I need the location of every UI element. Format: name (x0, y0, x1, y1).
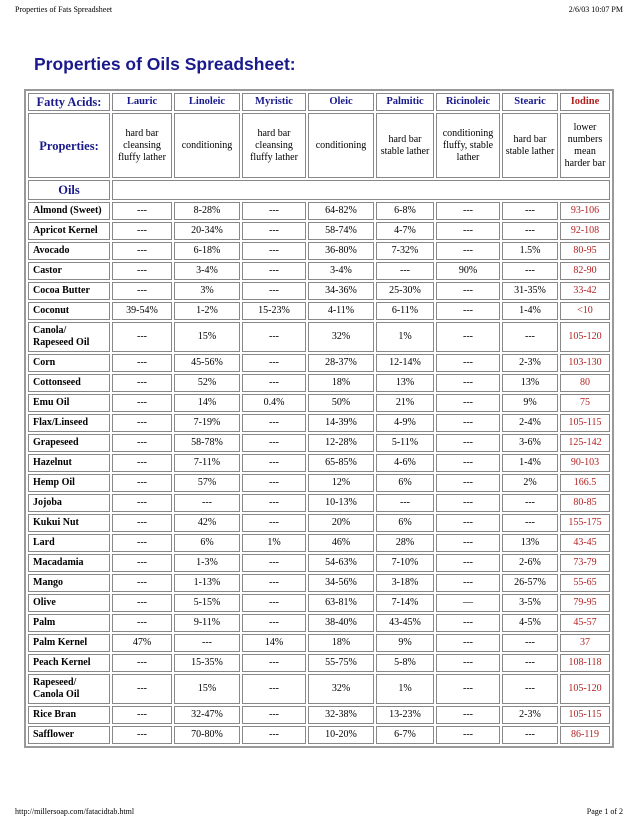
acid-value: --- (112, 394, 172, 412)
oil-name: Hazelnut (28, 454, 110, 472)
acid-value: 5-8% (376, 654, 434, 672)
acid-value: --- (112, 434, 172, 452)
acid-value: --- (242, 454, 306, 472)
property-cell: hard bar stable lather (502, 113, 558, 178)
oil-name: Hemp Oil (28, 474, 110, 492)
oil-row (28, 282, 610, 300)
acid-value: --- (436, 282, 500, 300)
acid-value: --- (242, 474, 306, 492)
oil-row (28, 202, 610, 220)
property-cell: conditioning fluffy, stable lather (436, 113, 500, 178)
acid-value: --- (242, 494, 306, 512)
acid-value: 32-47% (174, 706, 240, 724)
acid-value: 32% (308, 322, 374, 352)
acid-value: --- (436, 454, 500, 472)
oil-row (28, 726, 610, 744)
acid-value: 18% (308, 374, 374, 392)
iodine-value: 105-115 (560, 706, 610, 724)
acid-value: 0.4% (242, 394, 306, 412)
acid-value: 6% (376, 514, 434, 532)
oil-name: Macadamia (28, 554, 110, 572)
acid-value: 43-45% (376, 614, 434, 632)
acid-value: --- (174, 494, 240, 512)
acid-value: --- (242, 614, 306, 632)
oil-name: Palm (28, 614, 110, 632)
oil-name: Peach Kernel (28, 654, 110, 672)
oil-row (28, 674, 610, 704)
acid-value: 34-56% (308, 574, 374, 592)
acid-value: 3-4% (174, 262, 240, 280)
acid-value: --- (436, 674, 500, 704)
oil-row (28, 574, 610, 592)
acid-value: 2-4% (502, 414, 558, 432)
acid-value: 3-6% (502, 434, 558, 452)
acid-value: --- (376, 494, 434, 512)
oil-name: Olive (28, 594, 110, 612)
page-footer-url: http://millersoap.com/fatacidtab.html (15, 807, 135, 816)
acid-value: --- (436, 414, 500, 432)
acid-value: --- (436, 634, 500, 652)
oil-row (28, 322, 610, 352)
acid-value: --- (112, 374, 172, 392)
iodine-value: <10 (560, 302, 610, 320)
iodine-value: 103-130 (560, 354, 610, 372)
acid-value: 10-20% (308, 726, 374, 744)
oil-row (28, 222, 610, 240)
iodine-value: 105-120 (560, 674, 610, 704)
column-header-ricinoleic: Ricinoleic (436, 93, 500, 111)
acid-value: --- (436, 302, 500, 320)
oil-name: Apricot Kernel (28, 222, 110, 240)
oil-row (28, 654, 610, 672)
page-header-timestamp: 2/6/03 10:07 PM (568, 5, 623, 14)
acid-value: --- (502, 514, 558, 532)
acid-value: --- (436, 202, 500, 220)
acid-value: 15% (174, 322, 240, 352)
iodine-value: 105-120 (560, 322, 610, 352)
acid-value: --- (242, 354, 306, 372)
acid-value: --- (436, 614, 500, 632)
acid-value: --- (174, 634, 240, 652)
acid-value: 3% (174, 282, 240, 300)
acid-value: --- (242, 706, 306, 724)
acid-value: 14% (242, 634, 306, 652)
oil-name: Coconut (28, 302, 110, 320)
acid-value: 25-30% (376, 282, 434, 300)
acid-value: 14-39% (308, 414, 374, 432)
acid-value: 58-78% (174, 434, 240, 452)
oils-section-spacer (112, 180, 610, 200)
acid-value: --- (242, 262, 306, 280)
acid-value: 13% (502, 534, 558, 552)
acid-value: 47% (112, 634, 172, 652)
acid-value: 10-13% (308, 494, 374, 512)
acid-value: 6% (376, 474, 434, 492)
acid-value: 90% (436, 262, 500, 280)
iodine-value: 80-95 (560, 242, 610, 260)
iodine-value: 55-65 (560, 574, 610, 592)
acid-value: --- (436, 726, 500, 744)
iodine-value: 37 (560, 634, 610, 652)
oil-name: Jojoba (28, 494, 110, 512)
acid-value: 6-18% (174, 242, 240, 260)
column-header-lauric: Lauric (112, 93, 172, 111)
acid-value: 13% (502, 374, 558, 392)
properties-label: Properties: (28, 113, 110, 178)
acid-value: 57% (174, 474, 240, 492)
acid-value: 9% (502, 394, 558, 412)
oil-row (28, 454, 610, 472)
oil-row (28, 474, 610, 492)
iodine-value: 125-142 (560, 434, 610, 452)
acid-value: 2% (502, 474, 558, 492)
acid-value: --- (436, 514, 500, 532)
acid-value: 32-38% (308, 706, 374, 724)
acid-value: 9-11% (174, 614, 240, 632)
acid-value: 20% (308, 514, 374, 532)
acid-value: 58-74% (308, 222, 374, 240)
acid-value: 39-54% (112, 302, 172, 320)
acid-value: 42% (174, 514, 240, 532)
oil-row (28, 494, 610, 512)
oil-name: Lard (28, 534, 110, 552)
acid-value: 6-8% (376, 202, 434, 220)
acid-value: 21% (376, 394, 434, 412)
acid-value: 64-82% (308, 202, 374, 220)
oil-row (28, 514, 610, 532)
column-header-myristic: Myristic (242, 93, 306, 111)
acid-value: --- (112, 242, 172, 260)
acid-value: 15% (174, 674, 240, 704)
acid-value: 12-14% (376, 354, 434, 372)
acid-value: 1% (376, 322, 434, 352)
acid-value: --- (502, 494, 558, 512)
acid-value: --- (112, 554, 172, 572)
property-cell: lower numbers mean harder bar (560, 113, 610, 178)
acid-value: 13-23% (376, 706, 434, 724)
iodine-value: 108-118 (560, 654, 610, 672)
acid-value: --- (242, 514, 306, 532)
acid-value: 4-11% (308, 302, 374, 320)
iodine-value: 80-85 (560, 494, 610, 512)
oil-name: Mango (28, 574, 110, 592)
page-footer-page-number: Page 1 of 2 (586, 807, 623, 816)
acid-value: --- (112, 614, 172, 632)
acid-value: --- (112, 534, 172, 552)
acid-value: 54-63% (308, 554, 374, 572)
acid-value: 3-18% (376, 574, 434, 592)
column-header-iodine: Iodine (560, 93, 610, 111)
oil-name: Emu Oil (28, 394, 110, 412)
oil-name: Corn (28, 354, 110, 372)
acid-value: --- (436, 322, 500, 352)
acid-value: --- (502, 654, 558, 672)
iodine-value: 73-79 (560, 554, 610, 572)
acid-value: --- (436, 242, 500, 260)
oil-name: Kukui Nut (28, 514, 110, 532)
acid-value: --- (436, 494, 500, 512)
acid-value: --- (376, 262, 434, 280)
acid-value: --- (242, 322, 306, 352)
acid-value: --- (112, 726, 172, 744)
acid-value: --- (242, 414, 306, 432)
acid-value: --- (436, 574, 500, 592)
acid-value: 3-4% (308, 262, 374, 280)
acid-value: 6% (174, 534, 240, 552)
acid-value: 5-11% (376, 434, 434, 452)
acid-value: 1-2% (174, 302, 240, 320)
acid-value: 9% (376, 634, 434, 652)
acid-value: 12% (308, 474, 374, 492)
oil-name: Cocoa Butter (28, 282, 110, 300)
acid-value: 1-13% (174, 574, 240, 592)
acid-value: 12-28% (308, 434, 374, 452)
acid-value: --- (242, 674, 306, 704)
acid-value: --- (112, 222, 172, 240)
acid-value: --- (112, 202, 172, 220)
acid-value: --- (112, 574, 172, 592)
iodine-value: 82-90 (560, 262, 610, 280)
acid-value: --- (112, 414, 172, 432)
acid-value: --- (242, 654, 306, 672)
acid-value: 5-15% (174, 594, 240, 612)
acid-value: 1-4% (502, 302, 558, 320)
oils-section-row (28, 180, 610, 200)
acid-value: --- (436, 706, 500, 724)
acid-value: 70-80% (174, 726, 240, 744)
acid-value: --- (112, 654, 172, 672)
acid-value: --- (502, 322, 558, 352)
column-header-palmitic: Palmitic (376, 93, 434, 111)
acid-value: --- (112, 474, 172, 492)
acid-value: --- (242, 242, 306, 260)
fatty-acids-label: Fatty Acids: (28, 93, 110, 111)
acid-value: --- (112, 594, 172, 612)
acid-value: 36-80% (308, 242, 374, 260)
oil-name: Cottonseed (28, 374, 110, 392)
properties-row (28, 113, 610, 178)
acid-value: 20-34% (174, 222, 240, 240)
acid-value: 8-28% (174, 202, 240, 220)
acid-value: 52% (174, 374, 240, 392)
acid-value: --- (242, 434, 306, 452)
acid-value: 1.5% (502, 242, 558, 260)
oil-row (28, 354, 610, 372)
oil-name: Rice Bran (28, 706, 110, 724)
acid-value: 63-81% (308, 594, 374, 612)
iodine-value: 166.5 (560, 474, 610, 492)
acid-value: 15-35% (174, 654, 240, 672)
iodine-value: 33-42 (560, 282, 610, 300)
acid-value: --- (112, 262, 172, 280)
oil-row (28, 554, 610, 572)
acid-value: --- (242, 374, 306, 392)
acid-value: --- (502, 674, 558, 704)
acid-value: --- (502, 726, 558, 744)
iodine-value: 92-108 (560, 222, 610, 240)
acid-value: 13% (376, 374, 434, 392)
acid-value: --- (436, 554, 500, 572)
iodine-value: 79-95 (560, 594, 610, 612)
oil-name: Grapeseed (28, 434, 110, 452)
acid-value: --- (436, 222, 500, 240)
acid-value: --- (502, 202, 558, 220)
oil-row (28, 302, 610, 320)
acid-value: --- (436, 374, 500, 392)
iodine-value: 105-115 (560, 414, 610, 432)
oils-properties-table (24, 89, 614, 748)
acid-value: 1% (376, 674, 434, 704)
acid-value: 45-56% (174, 354, 240, 372)
acid-value: --- (436, 654, 500, 672)
acid-value: 7-10% (376, 554, 434, 572)
acid-value: 55-75% (308, 654, 374, 672)
oil-name: Palm Kernel (28, 634, 110, 652)
header-row (28, 93, 610, 111)
column-header-stearic: Stearic (502, 93, 558, 111)
acid-value: 46% (308, 534, 374, 552)
property-cell: hard bar cleansing fluffy lather (242, 113, 306, 178)
oil-name: Safflower (28, 726, 110, 744)
iodine-value: 93-106 (560, 202, 610, 220)
acid-value: 34-36% (308, 282, 374, 300)
oil-name: Castor (28, 262, 110, 280)
property-cell: conditioning (174, 113, 240, 178)
acid-value: --- (242, 726, 306, 744)
acid-value: 50% (308, 394, 374, 412)
acid-value: --- (112, 514, 172, 532)
acid-value: --- (436, 474, 500, 492)
acid-value: --- (242, 202, 306, 220)
page-header-title: Properties of Fats Spreadsheet (15, 5, 113, 14)
oil-row (28, 262, 610, 280)
oil-row (28, 374, 610, 392)
oil-name: Flax/Linseed (28, 414, 110, 432)
acid-value: 1-3% (174, 554, 240, 572)
acid-value: --- (112, 354, 172, 372)
acid-value: --- (112, 454, 172, 472)
acid-value: --- (242, 554, 306, 572)
acid-value: 28-37% (308, 354, 374, 372)
acid-value: 6-7% (376, 726, 434, 744)
acid-value: 4-5% (502, 614, 558, 632)
acid-value: 4-6% (376, 454, 434, 472)
acid-value: --- (436, 354, 500, 372)
oil-row (28, 414, 610, 432)
acid-value: 7-32% (376, 242, 434, 260)
acid-value: 2-6% (502, 554, 558, 572)
acid-value: 15-23% (242, 302, 306, 320)
oil-row (28, 594, 610, 612)
acid-value: 18% (308, 634, 374, 652)
oil-row (28, 434, 610, 452)
iodine-value: 86-119 (560, 726, 610, 744)
acid-value: 1% (242, 534, 306, 552)
acid-value: 4-7% (376, 222, 434, 240)
acid-value: --- (112, 706, 172, 724)
acid-value: --- (436, 394, 500, 412)
acid-value: --- (502, 222, 558, 240)
acid-value: --- (242, 282, 306, 300)
acid-value: 28% (376, 534, 434, 552)
acid-value: 7-11% (174, 454, 240, 472)
acid-value: 26-57% (502, 574, 558, 592)
acid-value: --- (112, 282, 172, 300)
iodine-value: 45-57 (560, 614, 610, 632)
iodine-value: 155-175 (560, 514, 610, 532)
page-title: Properties of Oils Spreadsheet: (34, 54, 296, 74)
column-header-linoleic: Linoleic (174, 93, 240, 111)
acid-value: 3-5% (502, 594, 558, 612)
acid-value: --- (242, 222, 306, 240)
acid-value: --- (242, 574, 306, 592)
acid-value: --- (436, 434, 500, 452)
acid-value: 65-85% (308, 454, 374, 472)
oil-row (28, 394, 610, 412)
acid-value: 6-11% (376, 302, 434, 320)
acid-value: --- (436, 534, 500, 552)
acid-value: 38-40% (308, 614, 374, 632)
property-cell: hard bar cleansing fluffy lather (112, 113, 172, 178)
iodine-value: 43-45 (560, 534, 610, 552)
acid-value: --- (242, 594, 306, 612)
acid-value: 2-3% (502, 706, 558, 724)
acid-value: --- (112, 494, 172, 512)
acid-value: 14% (174, 394, 240, 412)
acid-value: --- (502, 634, 558, 652)
oil-row (28, 242, 610, 260)
acid-value: 1-4% (502, 454, 558, 472)
iodine-value: 75 (560, 394, 610, 412)
acid-value: --- (112, 674, 172, 704)
acid-value: --- (502, 262, 558, 280)
property-cell: hard bar stable lather (376, 113, 434, 178)
oil-row (28, 534, 610, 552)
acid-value: 7-19% (174, 414, 240, 432)
acid-value: 2-3% (502, 354, 558, 372)
acid-value: — (436, 594, 500, 612)
property-cell: conditioning (308, 113, 374, 178)
acid-value: 4-9% (376, 414, 434, 432)
oil-name: Canola/ Rapeseed Oil (28, 322, 110, 352)
oil-row (28, 614, 610, 632)
acid-value: 7-14% (376, 594, 434, 612)
column-header-oleic: Oleic (308, 93, 374, 111)
iodine-value: 90-103 (560, 454, 610, 472)
acid-value: --- (112, 322, 172, 352)
acid-value: 31-35% (502, 282, 558, 300)
iodine-value: 80 (560, 374, 610, 392)
oil-name: Rapeseed/ Canola Oil (28, 674, 110, 704)
oil-name: Avocado (28, 242, 110, 260)
oil-name: Almond (Sweet) (28, 202, 110, 220)
acid-value: 32% (308, 674, 374, 704)
oils-label: Oils (28, 180, 110, 200)
oil-row (28, 706, 610, 724)
oil-row (28, 634, 610, 652)
